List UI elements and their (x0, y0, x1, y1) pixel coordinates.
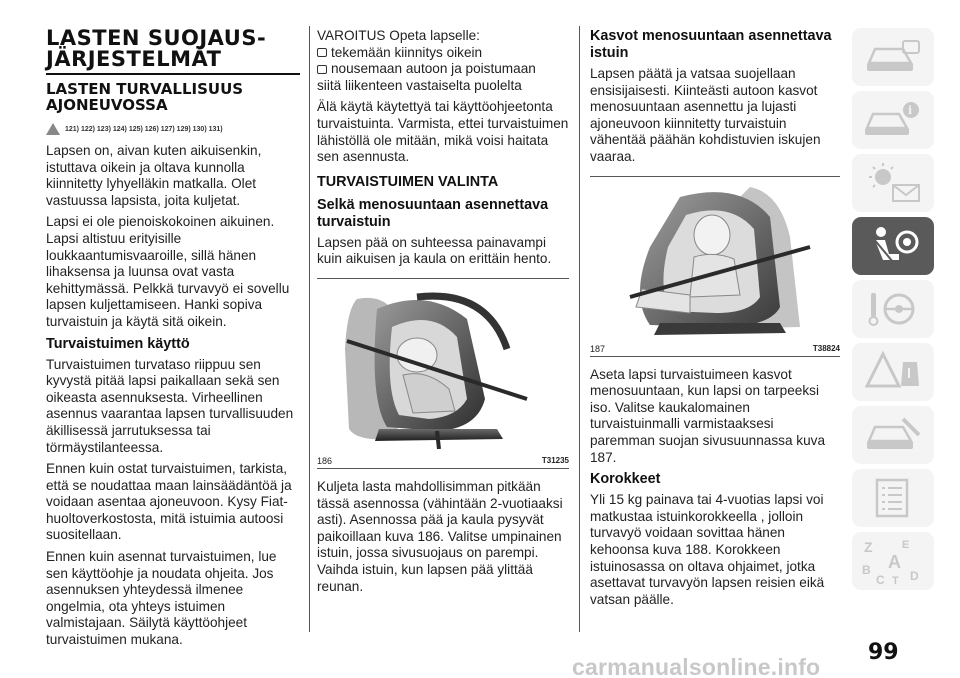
car-dashboard-icon (863, 37, 923, 77)
paragraph: Älä käytä käytettyä tai käyttöohjeetonta turvaistuinta. Varmista, ettei turvaistuimen lähistöllä ole mitään, mikä voisi haitata sen asennusta. (317, 99, 569, 165)
section-title-line-2: JÄRJESTELMÄT (46, 47, 222, 71)
car-info-icon (863, 100, 923, 140)
figure-186 (317, 278, 569, 469)
forward-facing-seat-illustration (590, 177, 840, 337)
index-letter: A (888, 552, 901, 572)
list-item-continuation: siitä liikenteen vastaiselta puolelta (317, 77, 522, 93)
tab-lights-messages[interactable] (852, 154, 934, 212)
index-letter: B (862, 563, 871, 577)
heading-seat-choice: TURVAISTUIMEN VALINTA (317, 173, 499, 190)
alphabetical-index-icon (858, 536, 928, 586)
figure-187 (590, 176, 840, 357)
warning-references (46, 123, 300, 135)
heading-forward-facing: Kasvot menosuuntaan asennettava istuin (590, 28, 832, 61)
index-letter: T (892, 575, 899, 586)
tab-index[interactable] (852, 532, 934, 590)
section-title (46, 28, 300, 70)
column-2 (317, 28, 569, 600)
warning-intro: VAROITUS Opeta lapselle: (317, 28, 480, 43)
paragraph: Yli 15 kg painava tai 4-vuotias lapsi voi matkustaa istuinkorokkeella , jolloin turvavyö voidaan sovittaa hänen kehoonsa kuva 188. Korokkeen istuinosassa on oltava ohjaimet, jotka asettavat turvavyön lapsen reisien eikä vatsan päälle. (590, 492, 825, 607)
list-item (317, 61, 569, 78)
steering-key-icon (863, 287, 923, 331)
roadside-warning-icon (863, 350, 923, 394)
index-letter: Z (864, 539, 873, 555)
figure-caption (590, 342, 840, 356)
paragraph: Turvaistuimen turvataso riippuu sen kyvystä pitää lapsi paikallaan sekä sen oikeasta asennuksesta. Virheellinen asennus vaarantaa lapsen turvallisuuden äkillisessä jarrutuksessa tai törmäystilanteessa. (46, 356, 294, 455)
column-1 (46, 28, 300, 654)
page-number: 99 (868, 640, 899, 665)
section-title-line-1: LASTEN SUOJAUS- (46, 26, 267, 50)
checkbox-bullet-icon (317, 65, 327, 74)
index-letter: D (910, 569, 919, 583)
column-divider (579, 26, 580, 632)
specifications-list-icon (863, 476, 923, 520)
heading-seat-use: Turvaistuimen käyttö (46, 335, 190, 352)
tab-dashboard[interactable] (852, 28, 934, 86)
figure-caption (317, 454, 569, 468)
paragraph: Aseta lapsi turvaistuimeen kasvot menosuuntaan, kun lapsi on tarpeeksi iso. Valitse kaukalomainen turvaistuinmalli varmistaaksesi paremman suojan sivusuunnassa kuva 187. (590, 366, 826, 465)
list-item (317, 45, 569, 62)
tab-maintenance[interactable] (852, 406, 934, 464)
figure-number: 186 (317, 455, 333, 466)
subsection-title-line-1: LASTEN TURVALLISUUS (46, 80, 244, 98)
paragraph: Lapsen päätä ja vatsaa suojellaan ensisijaisesti. Kiinteästi autoon kasvot menosuuntaan asennettu ja lujasti ajoneuvoon kiinnitetty turvaistuin vähentää päähän kohdistuvien iskujen vaaraa. (590, 66, 821, 164)
index-letter: C (876, 573, 885, 586)
index-letter: E (902, 539, 910, 551)
subsection-title (46, 81, 300, 113)
lights-message-icon (863, 161, 923, 205)
chapter-tabs (852, 28, 942, 595)
car-maintenance-icon (863, 415, 923, 455)
title-rule (46, 73, 300, 75)
list-item-text: tekemään kiinnitys oikein (331, 44, 483, 60)
paragraph: Lapsen pää on suhteessa painavampi kuin aikuisen ja kaula on erittäin hento. (317, 234, 552, 267)
warning-reference-numbers: 121) 122) 123) 124) 125) 126) 127) 129) 130) 131) (65, 125, 223, 133)
paragraph: Ennen kuin ostat turvaistuimen, tarkista, että se noudattaa maan lainsäädäntöä ja voidaan asentaa ajoneuvoon. Kysy Fiat-huoltoverkostosta, mitä istuimia autoosi suositellaan. (46, 461, 292, 543)
rear-facing-seat-illustration (317, 279, 569, 449)
figure-code: T38824 (812, 344, 840, 354)
svg-text:i: i (908, 104, 913, 117)
tab-emergency[interactable] (852, 343, 934, 401)
paragraph: Kuljeta lasta mahdollisimman pitkään tässä asennossa (vähintään 2-vuotiaaksi asti). Asennossa pää ja kaula pysyvät paikoillaan kuva 186. Valitse umpinainen istuin, jossa sivusuojaus on parempi. Vaihda istuin, kun lapsen pää ylittää reunan. (317, 478, 563, 594)
watermark: carmanualsonline.info (572, 654, 821, 678)
figure-code: T31235 (541, 456, 569, 466)
tab-safety[interactable] (852, 217, 934, 275)
checkbox-bullet-icon (317, 48, 327, 57)
figure-number: 187 (590, 343, 606, 354)
subsection-title-line-2: AJONEUVOSSA (46, 96, 168, 114)
paragraph: Ennen kuin asennat turvaistuimen, lue sen käyttöohje ja noudata ohjeita. Jos asennuksen yhteydessä ilmenee ongelmia, ota yhteys istuimen valmistajaan. Säilytä käyttöohjeet turvaistuimen mukana. (46, 549, 277, 648)
warning-triangle-icon (46, 123, 60, 135)
list-item-text: nousemaan autoon ja poistumaan (331, 61, 536, 77)
paragraph: Lapsen on, aivan kuten aikuisenkin, istuttava oikein ja oltava kunnolla kiinnitetty lyhyelläkin matkalla. Olet vastuussa lapsista, joita kuljetat. (46, 143, 262, 208)
seat-airbag-icon (863, 224, 923, 268)
heading-rear-facing: Selkä menosuuntaan asennettava turvaistuin (317, 196, 549, 230)
column-3 (590, 28, 840, 613)
tab-car-info[interactable] (852, 91, 934, 149)
tab-starting-driving[interactable] (852, 280, 934, 338)
tab-technical-data[interactable] (852, 469, 934, 527)
heading-booster: Korokkeet (590, 471, 661, 488)
column-divider (309, 26, 310, 632)
paragraph: Lapsi ei ole pienoiskokoinen aikuinen. Lapsi altistuu erityisille loukkaantumisvaaroille, sillä hänen lihaksensa ja luunsa ovat vasta kehittymässä. Pelkkä turvavyö ei sovellu lapsen kuljettamiseen. Hanki sopiva turvaistuin ja käytä sitä oikein. (46, 214, 290, 329)
